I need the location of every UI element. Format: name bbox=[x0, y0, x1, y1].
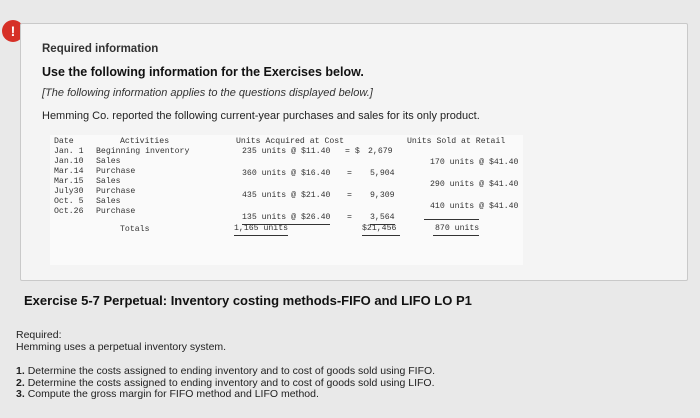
row-sold: 170 units @ $41.40 bbox=[430, 158, 519, 167]
row-equals: = bbox=[347, 169, 352, 178]
row-acquired: 435 units @ $21.40 bbox=[242, 191, 331, 200]
header-units-acquired: Units Acquired at Cost bbox=[236, 137, 345, 146]
row-date: July30 bbox=[54, 187, 84, 196]
row-date: Jan. 1 bbox=[54, 147, 84, 156]
sold-column-rule bbox=[424, 219, 479, 220]
exercise-title: Exercise 5-7 Perpetual: Inventory costing methods-FIFO and LIFO LO P1 bbox=[24, 293, 472, 308]
task-list bbox=[16, 366, 435, 401]
totals-sold: 870 units bbox=[435, 224, 480, 233]
use-info-heading: Use the following information for the Exercises below. bbox=[42, 65, 364, 79]
row-activity: Purchase bbox=[96, 187, 136, 196]
row-acquired: 135 units @ $26.40 bbox=[242, 213, 330, 225]
totals-label: Totals bbox=[120, 225, 150, 234]
row-date: Oct. 5 bbox=[54, 197, 84, 206]
header-activities: Activities bbox=[120, 137, 170, 146]
row-cost: 5,904 bbox=[370, 169, 395, 178]
task-item bbox=[16, 389, 435, 401]
row-acquired: 235 units @ $11.40 bbox=[242, 147, 331, 156]
row-sold: 410 units @ $41.40 bbox=[430, 202, 519, 211]
totals-sold-rule bbox=[433, 235, 479, 236]
row-activity: Sales bbox=[96, 157, 121, 166]
row-activity: Purchase bbox=[96, 207, 136, 216]
row-acquired: 360 units @ $16.40 bbox=[242, 169, 331, 178]
task-number: 1. bbox=[16, 365, 25, 377]
header-units-sold: Units Sold at Retail bbox=[407, 137, 506, 146]
row-cost: 2,679 bbox=[368, 147, 393, 156]
row-date: Mar.14 bbox=[54, 167, 84, 176]
totals-units-rule bbox=[234, 235, 288, 236]
row-activity: Sales bbox=[96, 177, 121, 186]
intro-text: Hemming Co. reported the following current-year purchases and sales for its only product. bbox=[42, 110, 480, 122]
row-equals: = bbox=[347, 191, 352, 200]
perpetual-system-note: Hemming uses a perpetual inventory system. bbox=[16, 341, 227, 353]
row-cost: 3,564 bbox=[370, 213, 395, 225]
row-activity: Sales bbox=[96, 197, 121, 206]
alert-glyph: ! bbox=[10, 23, 16, 39]
row-sold: 290 units @ $41.40 bbox=[430, 180, 519, 189]
required-information-title: Required information bbox=[42, 43, 159, 55]
inventory-ledger bbox=[50, 135, 523, 265]
task-text: Determine the costs assigned to ending inventory and to cost of goods sold using FIFO. bbox=[27, 365, 436, 377]
task-text: Compute the gross margin for FIFO method and LIFO method. bbox=[27, 388, 319, 400]
row-cost: 9,309 bbox=[370, 191, 395, 200]
totals-cost: $21,456 bbox=[362, 224, 397, 233]
row-date: Oct.26 bbox=[54, 207, 84, 216]
task-number: 2. bbox=[16, 376, 25, 389]
row-equals: = bbox=[347, 213, 352, 222]
row-date: Mar.15 bbox=[54, 177, 84, 186]
row-date: Jan.10 bbox=[54, 157, 84, 166]
row-equals: = $ bbox=[345, 147, 360, 156]
required-label: Required: bbox=[16, 329, 62, 341]
task-number: 3. bbox=[16, 388, 25, 400]
row-activity: Purchase bbox=[96, 167, 136, 176]
applies-note: [The following information applies to the questions displayed below.] bbox=[42, 87, 373, 99]
task-text: Determine the costs assigned to ending inventory and to cost of goods sold using LIFO. bbox=[27, 376, 435, 389]
required-information-panel bbox=[20, 23, 688, 281]
totals-units: 1,165 units bbox=[234, 224, 289, 233]
totals-cost-rule bbox=[362, 235, 400, 236]
row-activity: Beginning inventory bbox=[96, 147, 190, 156]
header-date: Date bbox=[54, 137, 74, 146]
